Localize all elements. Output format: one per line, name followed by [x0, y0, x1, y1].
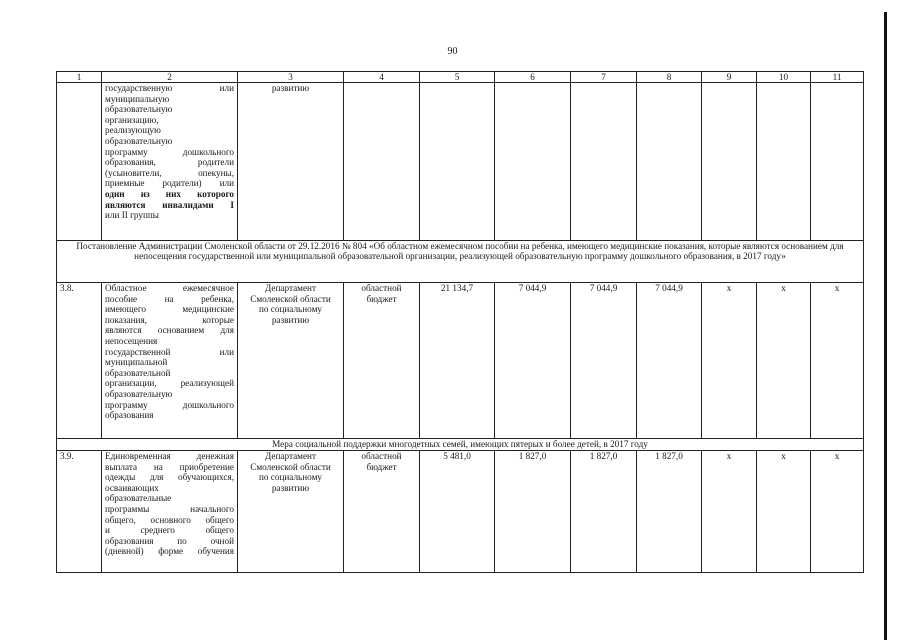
- funding-source-line: бюджет: [366, 293, 397, 304]
- executor-line: Департамент: [265, 283, 316, 293]
- column-header: 9: [702, 72, 757, 83]
- description-line: показания, которые: [105, 314, 234, 325]
- empty-cell: [811, 83, 864, 241]
- description-line: образовательную: [105, 104, 173, 115]
- description-line: образовательную: [105, 135, 173, 146]
- executor-cell: развитию: [238, 83, 344, 241]
- description-line: образовательные: [105, 493, 172, 504]
- column-header: 10: [757, 72, 811, 83]
- description-line: реализующую: [105, 125, 161, 136]
- section-heading-large-families: Мера социальной поддержки многодетных семей, имеющих пятерых и более детей, в 2017 году: [57, 439, 864, 451]
- empty-cell: [571, 83, 637, 241]
- row-number-cell: 3.8.: [57, 283, 102, 439]
- description-line: образовательную: [105, 388, 173, 399]
- description-line: муниципальной: [105, 357, 168, 368]
- budget-table: [56, 71, 864, 573]
- funding-source-cell: [344, 451, 420, 573]
- description-line: образовательной: [105, 367, 171, 378]
- table-row-3-8: [57, 283, 864, 439]
- description-line: являются основанием для: [105, 325, 234, 336]
- column-header: 4: [344, 72, 420, 83]
- column-header: 8: [637, 72, 702, 83]
- amount-year2-cell: 1 827,0: [571, 451, 637, 573]
- col11-cell: х: [811, 451, 864, 573]
- description-line: организацию,: [105, 114, 159, 125]
- description-line: непосещения: [105, 335, 158, 346]
- description-line: приемные родители) или: [105, 178, 234, 189]
- empty-cell: [637, 83, 702, 241]
- funding-source-cell: [344, 283, 420, 439]
- table-row-3-9: [57, 451, 864, 573]
- column-header: 11: [811, 72, 864, 83]
- description-line: программы начального: [105, 503, 234, 514]
- page-edge-rule: [884, 12, 887, 640]
- table-row-continuation: [57, 83, 864, 241]
- executor-line: развитию: [271, 482, 310, 493]
- amount-year1-cell: 7 044,9: [495, 283, 571, 439]
- description-line: выплата на приобретение: [105, 461, 234, 472]
- section-heading-resolution-804: Постановление Администрации Смоленской области от 29.12.2016 № 804 «Об областном ежемесячном пособии на ребенка, имеющего медицинские показания, которые являются основанием для непосещения государственной или муниципальной образовательной организации, реализующей образовательную программу дошкольного образования, в 2017 году»: [57, 241, 864, 283]
- col9-cell: х: [702, 451, 757, 573]
- executor-cell: [238, 283, 344, 439]
- description-line: пособие на ребенка,: [105, 293, 234, 304]
- executor-line: развитию: [271, 314, 310, 325]
- description-line: являются инвалидами I: [105, 199, 234, 210]
- executor-line: Смоленской области: [250, 293, 331, 304]
- column-header: 2: [102, 72, 238, 83]
- amount-year3-cell: 7 044,9: [637, 283, 702, 439]
- executor-cell: [238, 451, 344, 573]
- executor-line: по социальному: [259, 472, 322, 483]
- column-header: 3: [238, 72, 344, 83]
- description-line: (дневной) форме обучения: [105, 546, 234, 557]
- column-header: 6: [495, 72, 571, 83]
- funding-source-line: областной: [361, 451, 402, 461]
- executor-line: по социальному: [259, 304, 322, 315]
- description-line: муниципальную: [105, 93, 170, 104]
- row-number-cell: 3.9.: [57, 451, 102, 573]
- description-line: или II группы: [105, 210, 159, 221]
- empty-cell: [495, 83, 571, 241]
- description-line: и среднего общего: [105, 525, 234, 536]
- column-header: 1: [57, 72, 102, 83]
- col9-cell: х: [702, 283, 757, 439]
- amount-year1-cell: 1 827,0: [495, 451, 571, 573]
- description-line: Единовременная денежная: [105, 451, 234, 461]
- executor-line: Департамент: [265, 451, 316, 461]
- amount-total-cell: 5 481,0: [420, 451, 495, 573]
- description-line: осваивающих: [105, 482, 159, 493]
- section-heading-row: [57, 241, 864, 283]
- description-cell: [102, 451, 238, 573]
- description-line: программу дошкольного: [105, 146, 234, 157]
- column-header: 7: [571, 72, 637, 83]
- description-line: общего, основного общего: [105, 514, 234, 525]
- col11-cell: х: [811, 283, 864, 439]
- amount-year2-cell: 7 044,9: [571, 283, 637, 439]
- section-heading-row: [57, 439, 864, 451]
- col10-cell: х: [757, 283, 811, 439]
- description-line: имеющего медицинские: [105, 304, 234, 315]
- description-line: организации, реализующей: [105, 378, 234, 389]
- page-number: 90: [447, 46, 458, 57]
- amount-year3-cell: 1 827,0: [637, 451, 702, 573]
- empty-cell: [702, 83, 757, 241]
- executor-line: Смоленской области: [250, 461, 331, 472]
- description-cell: [102, 283, 238, 439]
- description-line: один из них которого: [105, 188, 234, 199]
- description-line: государственную или: [105, 83, 234, 93]
- description-line: программу дошкольного: [105, 399, 234, 410]
- empty-cell: [344, 83, 420, 241]
- funding-source-line: бюджет: [366, 461, 397, 472]
- empty-cell: [420, 83, 495, 241]
- description-line: (усыновители, опекуны,: [105, 167, 234, 178]
- funding-source-line: областной: [361, 283, 402, 293]
- description-line: образования: [105, 410, 154, 421]
- table-header-row: [57, 72, 864, 83]
- description-line: одежды для обучающихся,: [105, 472, 234, 483]
- row-number-cell: [57, 83, 102, 241]
- description-line: государственной или: [105, 346, 234, 357]
- description-line: образования по очной: [105, 535, 234, 546]
- description-cell: [102, 83, 238, 241]
- description-line: образования, родители: [105, 157, 234, 168]
- amount-total-cell: 21 134,7: [420, 283, 495, 439]
- column-header: 5: [420, 72, 495, 83]
- col10-cell: х: [757, 451, 811, 573]
- description-line: Областное ежемесячное: [105, 283, 234, 293]
- empty-cell: [757, 83, 811, 241]
